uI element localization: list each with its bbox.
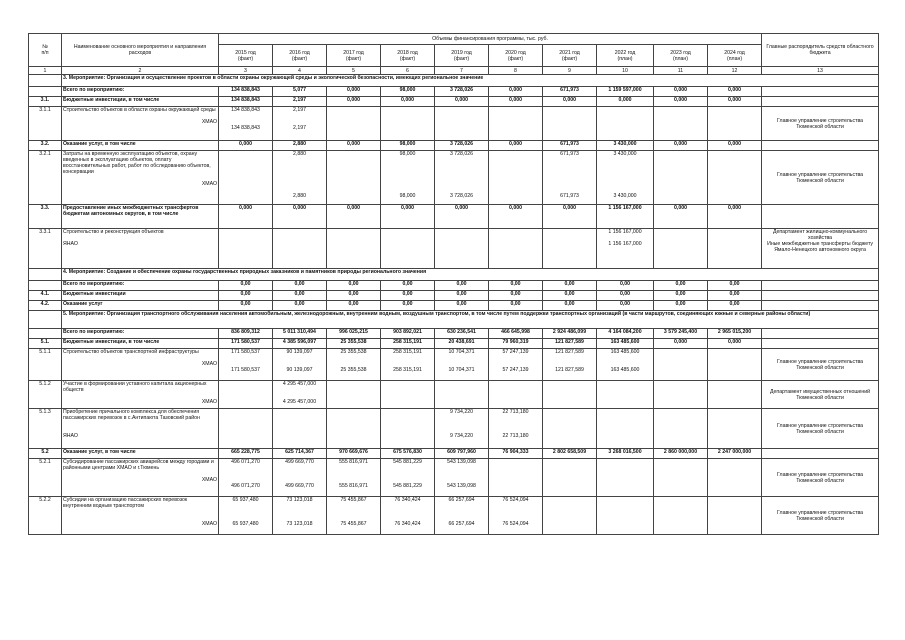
value-cell: 0,00 [273,291,327,301]
row-label [62,409,219,449]
detail-row [29,409,879,449]
value-cell: 2,880 2,880 [273,151,327,205]
row-number: 3.2.1 [29,151,62,205]
region-label: ХМАО [201,361,217,367]
detail-row [29,151,879,205]
subtotal-row [29,449,879,459]
row-number: 4.1. [29,291,62,301]
column-number: 7 [435,67,489,75]
value-cell: 3 728,026 [435,141,489,151]
value-cell: 0,000 [327,97,381,107]
value-cell: 75 455,867 75 455,867 [327,497,381,535]
region-label: ЯНАО [63,241,78,247]
column-number-row [29,67,879,75]
value-cell: 134 838,843 [219,87,273,97]
value-cell: 3 268 016,500 [597,449,654,459]
row-number: 5.2.2 [29,497,62,535]
value-cell: 3 430,000 3 430,000 [597,151,654,205]
row-label: Предоставление иных межбюджетных трансфертов бюджетам автономных округов, в том числе [62,205,219,229]
row-label: Всего по мероприятию: [62,87,219,97]
value-cell: 66 257,694 66 257,694 [435,497,489,535]
value-cell: 0,00 [219,281,273,291]
total-row [29,87,879,97]
value-cell: 555 816,971 555 816,971 [327,459,381,497]
header-col-volumes: Объемы финансирования программы, тыс. руб. [219,34,762,45]
value-cell: 134 838,843 [219,97,273,107]
value-cell: 0,00 [381,301,435,311]
value-cell: 90 139,097 90 139,097 [273,349,327,381]
value-cell: 121 827,589 121 827,589 [543,349,597,381]
row-number: 3.1.1 [29,107,62,141]
header-year: 2018 год (факт) [381,45,435,67]
value-cell: 25 355,538 [327,339,381,349]
value-cell: 98,000 [381,87,435,97]
header-col-name: Наименование основного мероприятия и направления расходов [62,34,219,67]
value-cell: 0,000 [597,97,654,107]
value-cell: 9 734,220 9 734,220 [435,409,489,449]
value-cell: 134 838,843 134 838,843 [219,107,273,141]
value-cell: 0,00 [543,291,597,301]
value-cell: 5,077 [273,87,327,97]
detail-row [29,381,879,409]
value-cell: 0,000 [708,141,762,151]
value-cell: 171 580,537 171 580,537 [219,349,273,381]
value-cell: 903 892,021 [381,329,435,339]
header-col-distributor: Главные распорядитель средств областного бюджета [762,34,879,67]
region-label: ХМАО [201,521,217,527]
value-cell: 4 295 457,000 4 295 457,000 [273,381,327,409]
row-label [62,107,219,141]
row-label [62,381,219,409]
section-3-title-row [29,75,879,87]
row-name: Строительство и реконструкция объектов [63,229,164,235]
value-cell: 2 860 000,000 [654,449,708,459]
row-number: 3.3. [29,205,62,229]
value-cell: 79 960,319 [489,339,543,349]
value-cell: 0,000 [327,141,381,151]
row-label: Оказание услуг [62,301,219,311]
value-cell: 0,00 [381,291,435,301]
value-cell: 258 315,191 [381,339,435,349]
distributor-cell: Департамент жилищно-коммунального хозяйства Иные межбюджетные трансферты бюджету Ямало-Ненецкого автономного округа [762,229,879,269]
row-name: Строительство объектов транспортной инфраструктуры [63,349,199,355]
value-cell: 1 156 167,000 [597,205,654,229]
subtotal-row [29,291,879,301]
value-cell: 98,000 98,000 [381,151,435,205]
detail-row [29,107,879,141]
value-cell: 0,00 [327,281,381,291]
section-4-title-row [29,269,879,281]
value-cell: 0,000 [708,87,762,97]
subtotal-row [29,141,879,151]
section-title: 4. Мероприятие: Создание и обеспечение охраны государственных природных заказников и памятников природы регионального значения [62,269,879,281]
column-number: 5 [327,67,381,75]
value-cell: 0,000 [708,97,762,107]
total-row [29,329,879,339]
row-name: Затраты на временную эксплуатацию объектов, охрану введенных в эксплуатацию объектов, оплату восстановительных работ, работ по обследованию объектов, консервации [63,151,211,175]
value-cell: 0,00 [654,291,708,301]
column-number: 13 [762,67,879,75]
column-number: 1 [29,67,62,75]
value-cell: 0,000 [708,339,762,349]
region-label: ХМАО [201,119,217,125]
subtotal-row [29,339,879,349]
subtotal-row [29,97,879,107]
value-cell: 0,00 [435,301,489,311]
subtotal-row [29,205,879,229]
value-cell: 3 728,026 3 728,026 [435,151,489,205]
value-cell: 5 011 310,494 [273,329,327,339]
value-cell: 3 579 245,400 [654,329,708,339]
value-cell: 10 704,371 10 704,371 [435,349,489,381]
row-name: Субсидии на организацию пассажирских перевозок внутренним водным транспортом [63,497,188,509]
value-cell: 0,00 [273,281,327,291]
row-name: Субсидирование пассажирских авиарейсов между городами и районными центрами ХМАО и г.Тюмень [63,459,214,471]
header-year: 2022 год (план) [597,45,654,67]
value-cell: 22 713,180 22 713,180 [489,409,543,449]
row-label [62,459,219,497]
value-cell: 121 827,589 [543,339,597,349]
distributor-cell: Главное управление строительства Тюменской области [762,107,879,141]
value-cell: 76 340,424 76 340,424 [381,497,435,535]
value-cell: 630 236,541 [435,329,489,339]
value-cell: 675 576,830 [381,449,435,459]
column-number: 3 [219,67,273,75]
header-year: 2015 год (факт) [219,45,273,67]
row-name: Участие в формировании уставного капитала акционерных обществ [63,381,207,393]
region-label: ХМАО [201,477,217,483]
value-cell: 0,000 [219,141,273,151]
header-row-1 [29,34,879,45]
column-number: 2 [62,67,219,75]
value-cell: 0,000 [654,205,708,229]
row-number: 5.1.2 [29,381,62,409]
column-number: 6 [381,67,435,75]
column-number: 4 [273,67,327,75]
value-cell: 0,00 [219,301,273,311]
value-cell: 0,000 [273,205,327,229]
value-cell: 0,00 [708,281,762,291]
column-number: 9 [543,67,597,75]
value-cell: 4 385 596,097 [273,339,327,349]
value-cell: 65 937,480 65 937,480 [219,497,273,535]
value-cell: 996 025,215 [327,329,381,339]
value-cell: 0,000 [381,205,435,229]
value-cell: 0,000 [543,205,597,229]
row-number: 5.1.1 [29,349,62,381]
row-number: 3.3.1 [29,229,62,269]
header-col-no: № п/п [29,34,62,67]
value-cell: 0,00 [435,291,489,301]
value-cell: 0,000 [489,97,543,107]
header-year: 2020 год (факт) [489,45,543,67]
value-cell: 4 164 084,200 [597,329,654,339]
value-cell: 258 315,191 258 315,191 [381,349,435,381]
value-cell: 76 524,094 76 524,094 [489,497,543,535]
value-cell: 2,197 [273,97,327,107]
value-cell: 0,000 [489,141,543,151]
distributor-cell: Главное управление строительства Тюменской области [762,151,879,205]
row-label: Оказание услуг, в том числе [62,141,219,151]
header-year: 2019 год (факт) [435,45,489,67]
value-cell: 0,000 [543,97,597,107]
budget-table-sheet [28,33,878,535]
value-cell: 2,197 2,197 [273,107,327,141]
value-cell: 671,973 [543,87,597,97]
distributor-cell: Департамент имущественных отношений Тюменской области [762,381,879,409]
header-year: 2024 год (план) [708,45,762,67]
row-label [62,151,219,205]
row-label [62,229,219,269]
row-number: 3.2. [29,141,62,151]
value-cell: 0,000 [654,339,708,349]
value-cell: 73 123,018 73 123,018 [273,497,327,535]
value-cell: 970 669,676 [327,449,381,459]
value-cell: 0,000 [489,87,543,97]
value-cell: 163 485,600 [597,339,654,349]
row-label: Всего по мероприятию: [62,281,219,291]
section-5-title-row [29,311,879,329]
header-year: 2023 год (план) [654,45,708,67]
value-cell: 665 228,775 [219,449,273,459]
value-cell: 0,000 [654,87,708,97]
value-cell: 171 580,537 [219,339,273,349]
row-label: Бюджетные инвестиции, в том числе [62,97,219,107]
value-cell: 543 139,098 543 139,098 [435,459,489,497]
value-cell: 2 247 000,000 [708,449,762,459]
region-label: ХМАО [201,399,217,405]
row-label [62,349,219,381]
value-cell: 0,000 [381,97,435,107]
header-year: 2021 год (факт) [543,45,597,67]
column-number: 12 [708,67,762,75]
row-label: Оказание услуг, в том числе [62,449,219,459]
value-cell: 0,00 [489,291,543,301]
row-label: Всего по мероприятию: [62,329,219,339]
value-cell: 2 965 015,200 [708,329,762,339]
header-year: 2016 год (факт) [273,45,327,67]
row-number: 5.2.1 [29,459,62,497]
value-cell: 2 924 486,099 [543,329,597,339]
row-name: Строительство объектов в области охраны окружающей среды [63,107,216,113]
value-cell: 3 430,000 [597,141,654,151]
value-cell: 466 645,998 [489,329,543,339]
value-cell: 0,00 [654,301,708,311]
row-number: 5.1. [29,339,62,349]
value-cell: 0,000 [435,97,489,107]
value-cell: 0,00 [381,281,435,291]
value-cell: 98,000 [381,141,435,151]
row-number: 5.1.3 [29,409,62,449]
value-cell: 2,880 [273,141,327,151]
value-cell: 671,973 [543,141,597,151]
value-cell: 496 071,270 496 071,270 [219,459,273,497]
column-number: 11 [654,67,708,75]
value-cell: 1 156 167,000 1 156 167,000 [597,229,654,269]
row-number: 5.2 [29,449,62,459]
value-cell: 0,00 [654,281,708,291]
region-label: ЯНАО [63,433,78,439]
section-title: 5. Мероприятие: Организация транспортного обслуживания населения автомобильным, железнодорожным, внутренним водным, воздушным транспортом, в том числе путем поддержки транспортных организаций (в части маршрутов, соединяющих южные и северные районы области) [62,311,879,329]
value-cell: 836 809,312 [219,329,273,339]
value-cell: 0,00 [489,301,543,311]
value-cell: 499 669,770 499 669,770 [273,459,327,497]
detail-row [29,497,879,535]
value-cell: 20 438,691 [435,339,489,349]
value-cell: 0,00 [489,281,543,291]
value-cell: 1 159 597,000 [597,87,654,97]
distributor-cell: Главное управление строительства Тюменской области [762,497,879,535]
subtotal-row [29,301,879,311]
value-cell: 671,973 671,973 [543,151,597,205]
value-cell: 0,000 [654,97,708,107]
value-cell: 625 714,367 [273,449,327,459]
total-row [29,281,879,291]
value-cell: 0,000 [327,205,381,229]
value-cell: 3 728,026 [435,87,489,97]
column-number: 8 [489,67,543,75]
value-cell: 545 881,229 545 881,229 [381,459,435,497]
value-cell: 0,000 [435,205,489,229]
detail-row [29,229,879,269]
value-cell: 163 485,600 163 485,600 [597,349,654,381]
region-label: ХМАО [201,181,217,187]
value-cell: 57 247,139 57 247,139 [489,349,543,381]
row-number: 3.1. [29,97,62,107]
value-cell: 0,00 [543,281,597,291]
value-cell: 0,00 [597,281,654,291]
column-number: 10 [597,67,654,75]
value-cell: 0,00 [708,301,762,311]
value-cell: 0,000 [489,205,543,229]
detail-row [29,349,879,381]
value-cell: 0,00 [327,301,381,311]
row-number: 4.2. [29,301,62,311]
row-label: Бюджетные инвестиции [62,291,219,301]
row-label: Бюджетные инвестиции, в том числе [62,339,219,349]
value-cell: 0,00 [327,291,381,301]
value-cell: 0,00 [219,291,273,301]
value-cell: 609 797,960 [435,449,489,459]
value-cell: 0,000 [708,205,762,229]
value-cell: 0,00 [543,301,597,311]
value-cell: 0,00 [597,301,654,311]
row-name: Приобретение причального комплекса для обеспечения пассажирских перевозок в с.Антипаюта Тазовский район [63,409,200,421]
value-cell: 76 904,333 [489,449,543,459]
row-label [62,497,219,535]
value-cell: 0,000 [654,141,708,151]
value-cell: 0,00 [597,291,654,301]
header-year: 2017 год (факт) [327,45,381,67]
budget-table [28,33,879,535]
value-cell: 0,00 [435,281,489,291]
value-cell: 25 355,538 25 355,538 [327,349,381,381]
value-cell: 0,000 [327,87,381,97]
value-cell: 2 802 658,509 [543,449,597,459]
detail-row [29,459,879,497]
distributor-cell: Главное управление строительства Тюменской области [762,459,879,497]
value-cell: 0,000 [219,205,273,229]
section-title: 3. Мероприятие: Организация и осуществление проектов в области охраны окружающей среды и экологической безопасности, имеющих региональное значение [62,75,879,87]
distributor-cell: Главное управление строительства Тюменской области [762,349,879,381]
distributor-cell: Главное управление строительства Тюменской области [762,409,879,449]
value-cell: 0,00 [708,291,762,301]
value-cell: 0,00 [273,301,327,311]
